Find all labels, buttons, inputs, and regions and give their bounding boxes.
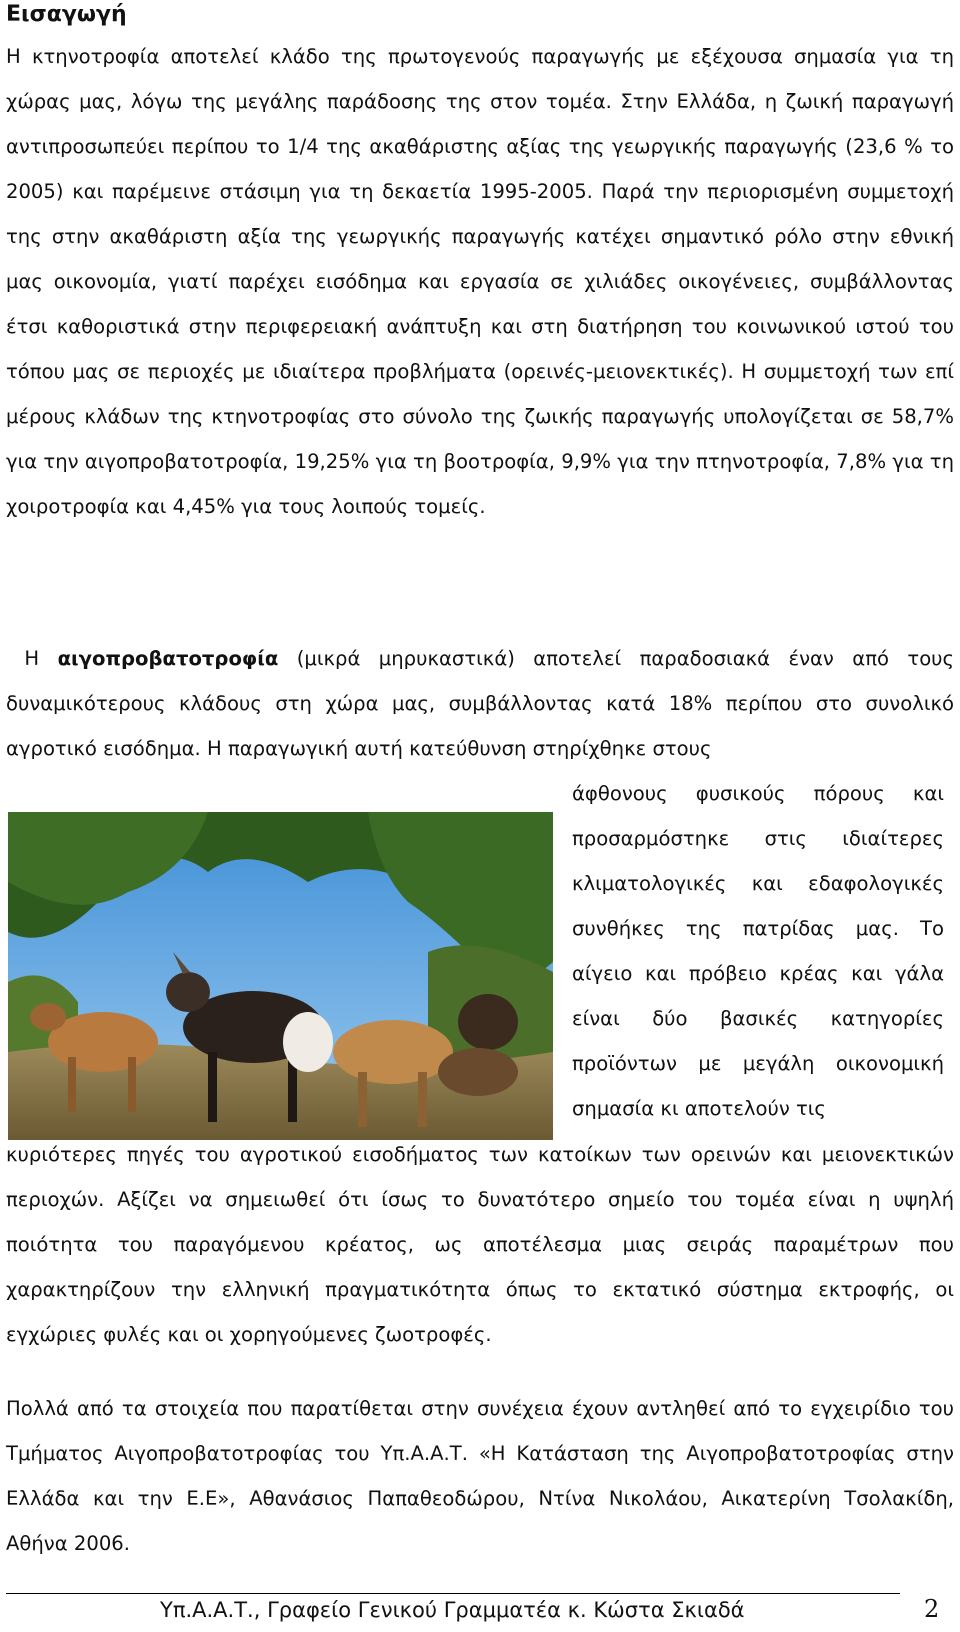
paragraph-sources: Πολλά από τα στοιχεία που παρατίθεται στην συνέχεια έχουν αντληθεί από το εγχειρίδιο του Τμήματος Αιγοπροβατοτροφίας του Υπ.Α.Α.Τ. «Η Κατάσταση της Αιγοπροβατοτροφίας στην Ελλάδα και την Ε.Ε», Αθανάσιος Παπαθεοδώρου, Ντίνα Νικολάου, Αικατερίνη Τσολακίδη, Αθήνα 2006. bbox=[6, 1397, 954, 1555]
paragraph-lead: Η bbox=[24, 647, 58, 670]
paragraph-goat-sheep-part2: κυριότερες πηγές του αγροτικού εισοδήματος των κατοίκων των ορεινών και μειονεκτικών περιοχών. Αξίζει να σημειωθεί ότι ίσως το δυνατότερο σημείο του τομέα είναι η υψηλή ποιότητα του παραγόμενου κρέατος, ως αποτέλεσμα μιας σειράς παραμέτρων που χαρακτηρίζουν την ελληνική πραγματικότητα όπως το εκτατικό σύστημα εκτροφής, οι εγχώριες φυλές και οι χορηγούμενες ζωοτροφές. bbox=[6, 1143, 954, 1346]
paragraph-goat-sheep-part1 bbox=[6, 636, 954, 771]
page-number: 2 bbox=[924, 1595, 940, 1623]
goats-photo bbox=[8, 812, 553, 1140]
footer-text: Υπ.Α.Α.Τ., Γραφείο Γενικού Γραμματέα κ. Κώστα Σκιαδά bbox=[160, 1598, 745, 1622]
footer-divider bbox=[6, 1593, 900, 1594]
paragraph-beside-image: άφθονους φυσικούς πόρους και προσαρμόστηκε στις ιδιαίτερες κλιματολογικές και εδαφολογικές συνθήκες της πατρίδας μας. Το αίγειο και πρόβειο κρέας και γάλα είναι δύο βασικές κατηγορίες προϊόντων με μεγάλη οικονομική σημασία κι αποτελούν τις bbox=[572, 782, 944, 1120]
paragraph-text: (μικρά μηρυκαστικά) αποτελεί παραδοσιακά έναν από τους δυναμικότερους κλάδους στη χώρα μας, συμβάλλοντας κατά 18% περίπου στο συνολικό αγροτικό εισόδημα. Η παραγωγική αυτή κατεύθυνση στηρίχθηκε στους bbox=[6, 647, 955, 760]
bold-term: αιγοπροβατοτροφία bbox=[57, 647, 279, 670]
section-heading: Εισαγωγή bbox=[6, 2, 127, 27]
paragraph-intro: Η κτηνοτροφία αποτελεί κλάδο της πρωτογενούς παραγωγής με εξέχουσα σημασία για τη χώρας μας, λόγω της μεγάλης παράδοσης της στον τομέα. Στην Ελλάδα, η ζωική παραγωγή αντιπροσωπεύει περίπου το 1/4 της ακαθάριστης αξίας της γεωργικής παραγωγής (23,6 % το 2005) και παρέμεινε στάσιμη για τη δεκαετία 1995-2005. Παρά την περιορισμένη συμμετοχή της στην ακαθάριστη αξία της γεωργικής παραγωγής κατέχει σημαντικό ρόλο στην εθνική μας οικονομία, γιατί παρέχει εισόδημα και εργασία σε χιλιάδες οικογένειες, συμβάλλοντας έτσι καθοριστικά στην περιφερειακή ανάπτυξη και στη διατήρηση του κοινωνικού ιστού του τόπου μας σε περιοχές με ιδιαίτερα προβλήματα (ορεινές-μειονεκτικές). Η συμμετοχή των επί μέρους κλάδων της κτηνοτροφίας στο σύνολο της ζωικής παραγωγής υπολογίζεται σε 58,7% για την αιγοπροβατοτροφία, 19,25% για τη βοοτροφία, 9,9% για την πτηνοτροφία, 7,8% για τη χοιροτροφία και 4,45% για τους λοιπούς τομείς. bbox=[6, 45, 954, 518]
